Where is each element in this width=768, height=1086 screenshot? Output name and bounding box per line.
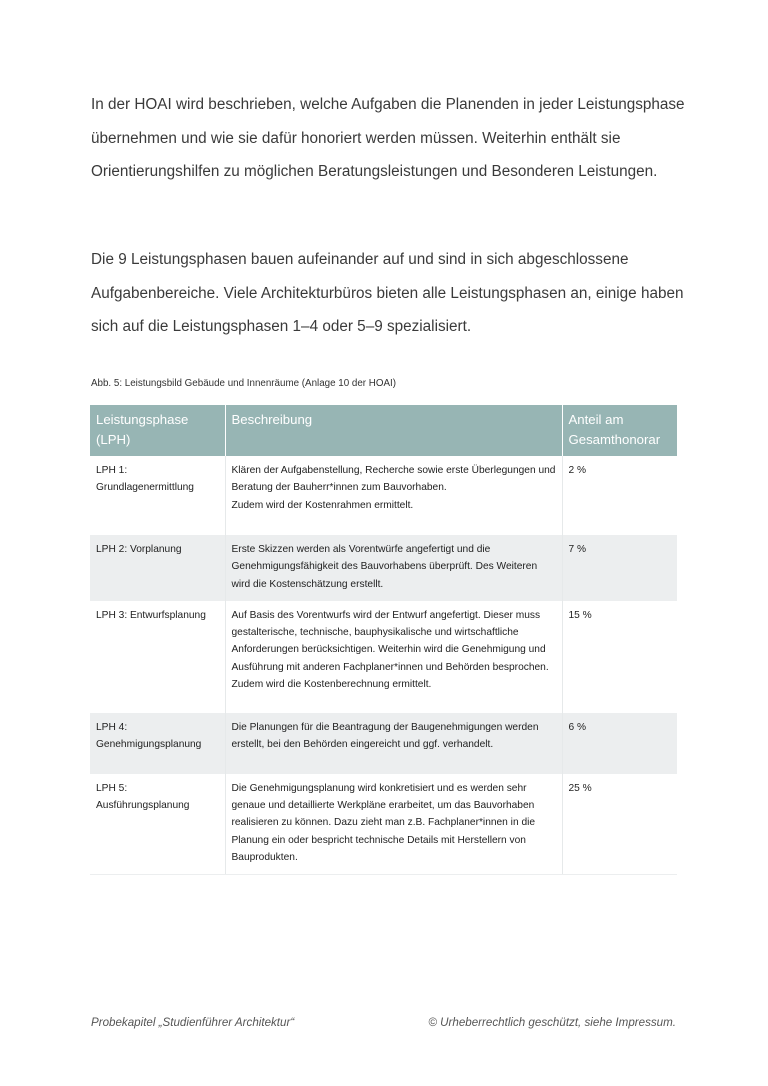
phase-cell: LPH 2: Vorplanung xyxy=(90,535,225,601)
figure-caption: Abb. 5: Leistungsbild Gebäude und Innenräume (Anlage 10 der HOAI) xyxy=(91,378,396,389)
table-row xyxy=(90,601,677,713)
description-note: Zudem wird der Kostenrahmen ermittelt. xyxy=(231,499,414,511)
header-share: Anteil am Gesamthonorar xyxy=(562,405,677,456)
table-row xyxy=(90,535,677,601)
table-row xyxy=(90,713,677,774)
phase-cell: LPH 5: Ausführungsplanung xyxy=(90,774,225,875)
share-cell: 15 % xyxy=(562,601,677,713)
description-text: Klären der Aufgabenstellung, Recherche sowie erste Überlegungen und Beratung der Bauherr*innen zum Bauvorhaben. xyxy=(231,465,556,494)
intro-paragraph: In der HOAI wird beschrieben, welche Aufgaben die Planenden in jeder Leistungsphase übernehmen und wie sie dafür honoriert werden müssen. Weiterhin enthält sie Orientierungshilfen zu möglichen Beratungsleistungen und Besonderen Leistungen. xyxy=(91,96,685,180)
phases-paragraph: Die 9 Leistungsphasen bauen aufeinander auf und sind in sich abgeschlossene Aufgabenbereiche. Viele Architekturbüros bieten alle Leistungsphasen an, einige haben sich auf die Leistungsphasen 1–4 oder 5–9 spezialisiert. xyxy=(91,251,684,335)
share-cell: 2 % xyxy=(562,456,677,535)
description-text: Erste Skizzen werden als Vorentwürfe angefertigt und die Genehmigungsfähigkeit des Bauvorhabens überprüft. Des Weiteren wird die Kostenschätzung erstellt. xyxy=(231,544,538,590)
share-cell: 6 % xyxy=(562,713,677,774)
header-phase: Leistungsphase (LPH) xyxy=(90,405,225,456)
description-note: Zudem wird die Kostenberechnung ermittelt. xyxy=(231,679,432,691)
phase-cell: LPH 1: Grundlagenermittlung xyxy=(90,456,225,535)
footer-chapter-note: Probekapitel „Studienführer Architektur“ xyxy=(91,1016,295,1029)
description-text: Die Planungen für die Beantragung der Baugenehmigungen werden erstellt, bei den Behörden eingereicht und ggf. verhandelt. xyxy=(231,721,539,751)
table-header-row xyxy=(90,405,677,456)
description-cell xyxy=(225,774,562,875)
description-cell xyxy=(225,601,562,713)
phase-cell: LPH 4: Genehmigungsplanung xyxy=(90,713,225,774)
table-row xyxy=(90,456,677,535)
table-row xyxy=(90,774,677,875)
description-cell xyxy=(225,456,562,535)
phases-table xyxy=(90,405,677,875)
share-cell: 7 % xyxy=(562,535,677,601)
header-description: Beschreibung xyxy=(225,405,562,456)
description-cell xyxy=(225,535,562,601)
phase-cell: LPH 3: Entwurfsplanung xyxy=(90,601,225,713)
description-cell xyxy=(225,713,562,774)
footer-copyright: © Urheberrechtlich geschützt, siehe Impressum. xyxy=(428,1016,676,1029)
description-text: Die Genehmigungsplanung wird konkretisiert und es werden sehr genaue und detaillierte Werkpläne erarbeitet, um das Bauvorhaben realisieren zu können. Dazu zieht man z.B. Fachplaner*innen in die Planung ein oder bespricht technische Details mit Herstellern von Bauprodukten. xyxy=(231,782,536,864)
share-cell: 25 % xyxy=(562,774,677,875)
description-text: Auf Basis des Vorentwurfs wird der Entwurf angefertigt. Dieser muss gestalterische, technische, bauphysikalische und wirtschaftliche Anforderungen berücksichtigen. Weiterhin wird die Genehmigung und Ausführung mit anderen Fachplaner*innen und Behörden besprochen. xyxy=(231,609,549,673)
